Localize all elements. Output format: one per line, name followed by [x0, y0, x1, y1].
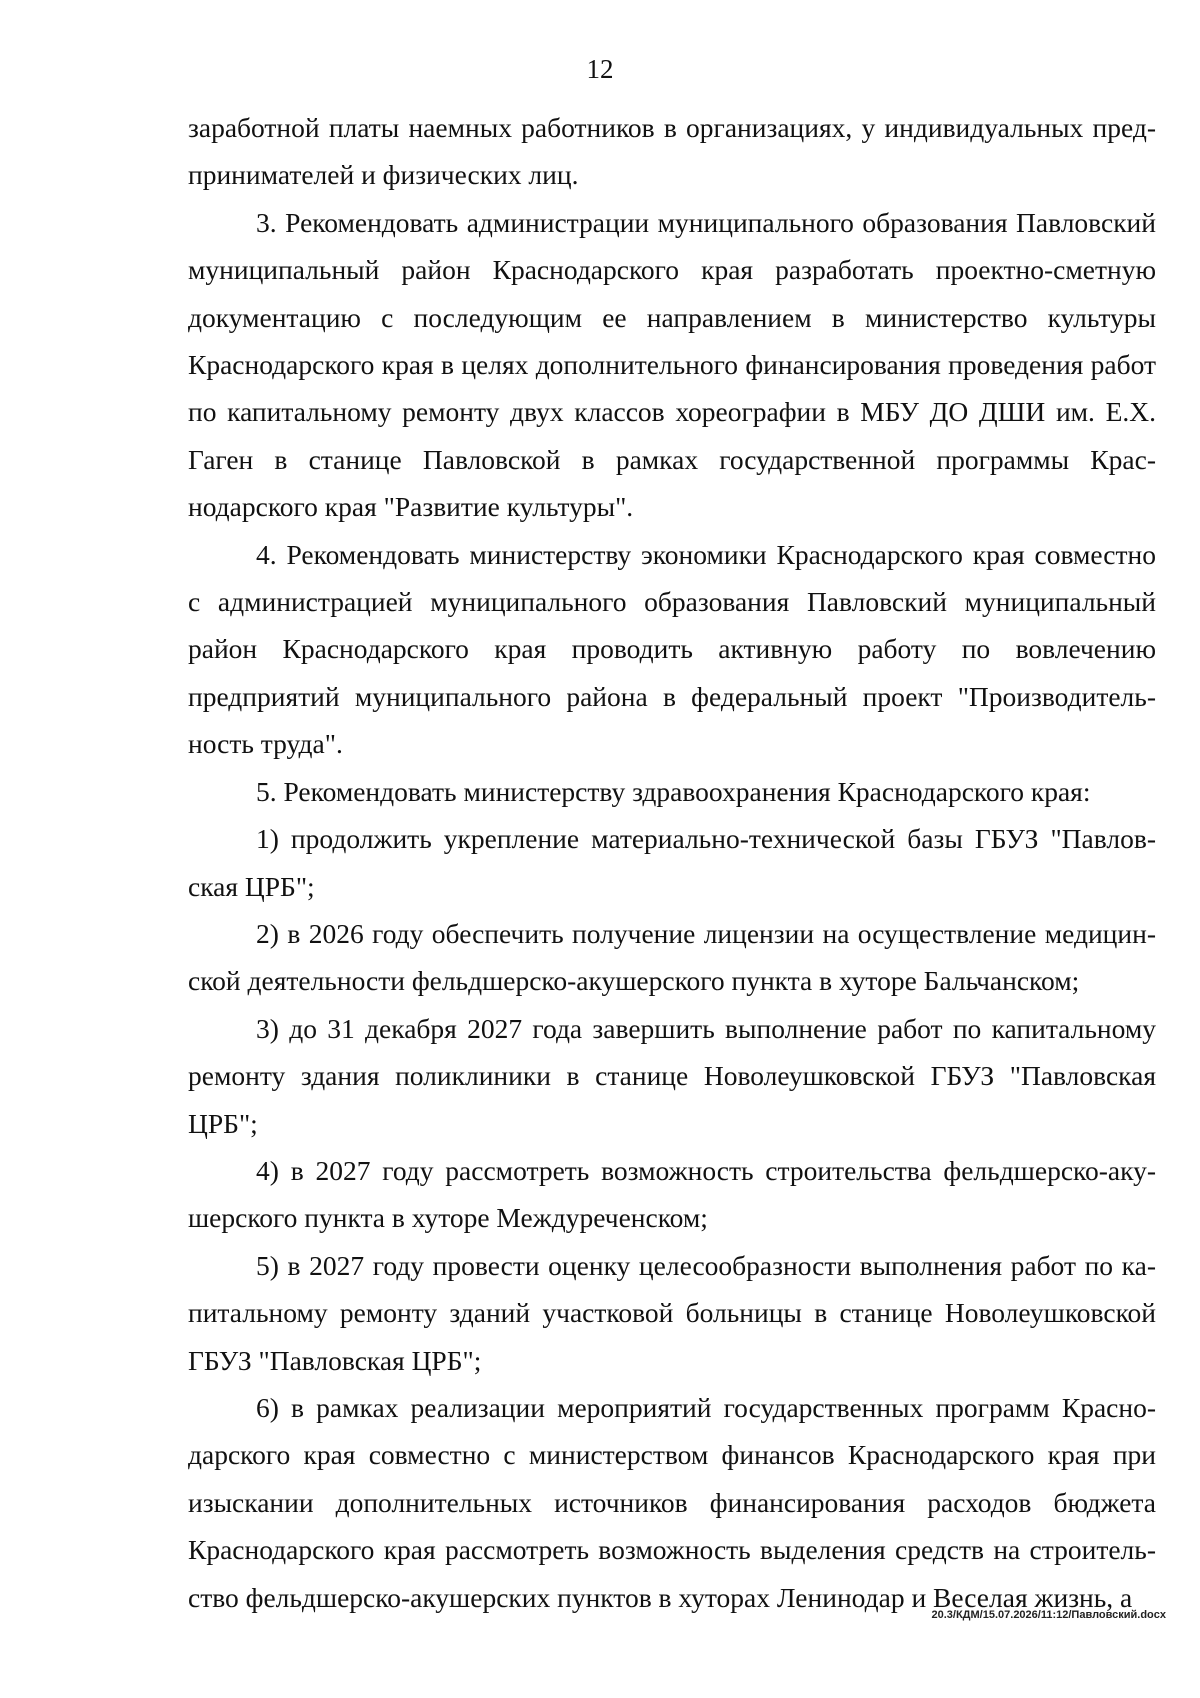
- page-number: 12: [586, 54, 614, 84]
- paragraph-item-3: 3. Рекомендовать администрации муниципального образования Павловский муниципальный район Краснодарского края разработать проектно-сметную документацию с последующим ее направлением в министерство культуры Краснодарского края в целях дополнительного финансирования проведения работ по капитальному ремонту двух классов хореографии в МБУ ДО ДШИ им. Е.Х. Гаген в станице Павловской в рамках государственной программы Краснодарского края "Развитие культуры".: [188, 206, 1156, 523]
- subitem-2: 2) в 2026 году обеспечить получение лицензии на осуществление медицинской деятельности фельдшерско-акушерского пункта в хуторе Бальчанском;: [188, 917, 1156, 997]
- subitem-4: 4) в 2027 году рассмотреть возможность строительства фельдшерско-акушерского пункта в хуторе Междуреченском;: [188, 1154, 1156, 1234]
- subitem-6: 6) в рамках реализации мероприятий государственных программ Краснодарского края совместно с министерством финансов Краснодарского края при изыскании дополнительных источников финансирования расходов бюджета Краснодарского края рассмотреть возможность выделения средств на строительство фельдшерско-акушерских пунктов в хуторах Ленинодар и Веселая жизнь, а: [188, 1391, 1156, 1613]
- paragraph-continuation: заработной платы наемных работников в организациях, у индивидуальных предпринимателей и физических лиц.: [188, 112, 1156, 191]
- document-body: [188, 104, 1156, 1621]
- subitem-1: 1) продолжить укрепление материально-технической базы ГБУЗ "Павловская ЦРБ";: [188, 823, 1156, 902]
- document-file-stamp: 20.3/КДМ/15.07.2026/11:12/Павловский.docx: [931, 1609, 1166, 1621]
- paragraph-item-5: 5. Рекомендовать министерству здравоохранения Краснодарского края:: [256, 775, 1091, 807]
- subitem-5: 5) в 2027 году провести оценку целесообразности выполнения работ по капитальному ремонту зданий участковой больницы в станице Новолеушковской ГБУЗ "Павловская ЦРБ";: [188, 1249, 1156, 1376]
- paragraph-item-4: 4. Рекомендовать министерству экономики Краснодарского края совместно с администрацией муниципального образования Павловский муниципальный район Краснодарского края проводить активную работу по вовлечению предприятий муниципального района в федеральный проект "Производительность труда".: [188, 538, 1156, 760]
- subitem-3: 3) до 31 декабря 2027 года завершить выполнение работ по капитальному ремонту здания поликлиники в станице Новолеушковской ГБУЗ "Павловская ЦРБ";: [188, 1012, 1156, 1139]
